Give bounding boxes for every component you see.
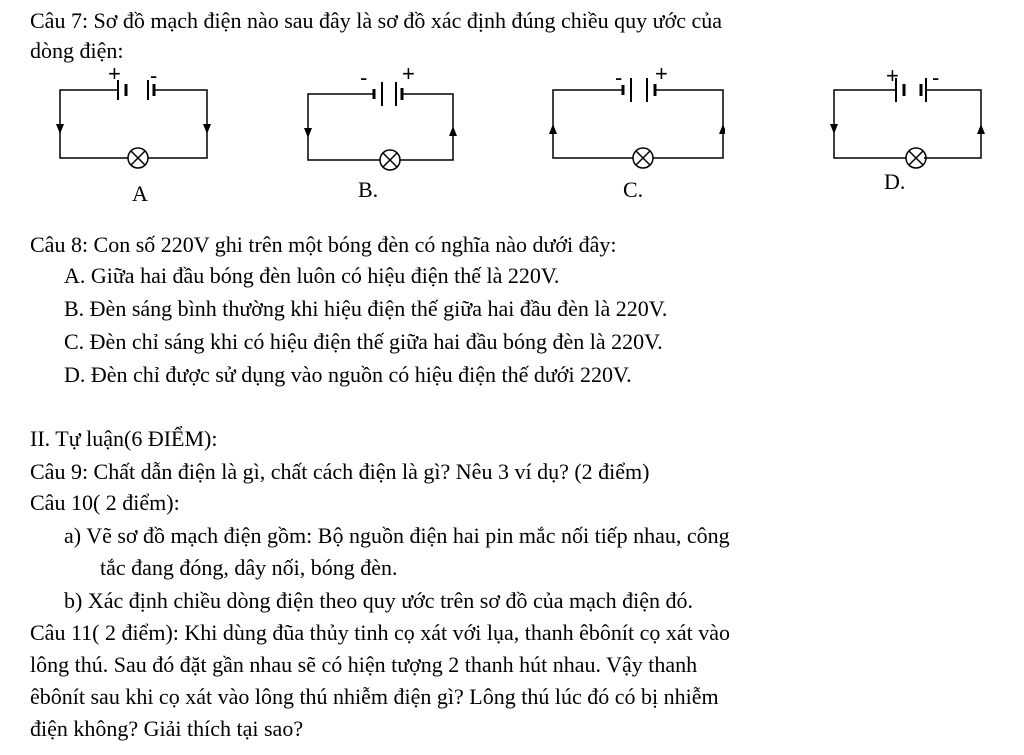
- q11-line4: điện không? Giải thích tại sao?: [30, 716, 304, 741]
- polarity-left: +: [886, 63, 899, 88]
- polarity-right: +: [655, 61, 668, 86]
- q8-option-d: D. Đèn chỉ được sử dụng vào nguồn có hiệu điện thế dưới 220V.: [64, 362, 632, 387]
- q11-line1: Câu 11( 2 điểm): Khi dùng đũa thủy tinh cọ xát với lụa, thanh êbônít cọ xát vào: [30, 620, 731, 645]
- polarity-right: +: [402, 61, 415, 86]
- q7-text-line1: Câu 7: Sơ đồ mạch điện nào sau đây là sơ đồ xác định đúng chiều quy ước của: [30, 8, 723, 33]
- circuit-diagram-a: [50, 60, 230, 210]
- q10-part-a-line1: a) Vẽ sơ đồ mạch điện gồm: Bộ nguồn điện hai pin mắc nối tiếp nhau, công: [64, 523, 730, 548]
- arrow-down-icon: [203, 124, 211, 134]
- q8-option-c: C. Đèn chỉ sáng khi có hiệu điện thế giữa hai đầu bóng đèn là 220V.: [64, 329, 663, 354]
- q10-part-b: b) Xác định chiều dòng điện theo quy ước trên sơ đồ của mạch điện đó.: [64, 588, 694, 613]
- arrow-up-icon: [549, 124, 557, 134]
- section-heading: II. Tự luận(6 ĐIỂM):: [30, 426, 218, 451]
- arrow-down-icon: [56, 124, 64, 134]
- q7-text-line2: dòng điện:: [30, 38, 124, 63]
- q10-title: Câu 10( 2 điểm):: [30, 490, 180, 515]
- circuit-diagram-d: [826, 60, 1006, 210]
- q10-part-a-line2: tắc đang đóng, dây nối, bóng đèn.: [100, 555, 398, 580]
- q8-question: Câu 8: Con số 220V ghi trên một bóng đèn có nghĩa nào dưới đây:: [30, 232, 617, 257]
- circuit-label: D.: [884, 169, 906, 194]
- polarity-left: +: [108, 61, 121, 86]
- arrow-up-icon: [719, 124, 725, 134]
- arrow-up-icon: [449, 126, 457, 136]
- arrow-down-icon: [304, 128, 312, 138]
- polarity-left: -: [615, 65, 623, 90]
- circuit-diagram-b: [298, 60, 478, 210]
- q11-line2: lông thú. Sau đó đặt gần nhau sẽ có hiện tượng 2 thanh hút nhau. Vậy thanh: [30, 652, 698, 677]
- q8-option-b: B. Đèn sáng bình thường khi hiệu điện thế giữa hai đầu đèn là 220V.: [64, 296, 668, 321]
- q9-text: Câu 9: Chất dẫn điện là gì, chất cách điện là gì? Nêu 3 ví dụ? (2 điểm): [30, 459, 650, 484]
- circuit-diagram-c: [545, 60, 725, 210]
- circuit-label: A: [132, 181, 148, 206]
- circuit-label: C.: [623, 177, 644, 202]
- arrow-down-icon: [830, 124, 838, 134]
- polarity-right: -: [150, 63, 158, 88]
- q8-option-a: A. Giữa hai đầu bóng đèn luôn có hiệu điện thế là 220V.: [64, 263, 560, 288]
- polarity-left: -: [360, 65, 368, 90]
- q11-line3: êbônít sau khi cọ xát vào lông thú nhiễm điện gì? Lông thú lúc đó có bị nhiễm: [30, 684, 719, 709]
- circuit-label: B.: [358, 177, 379, 202]
- polarity-right: -: [932, 65, 940, 90]
- arrow-up-icon: [977, 124, 985, 134]
